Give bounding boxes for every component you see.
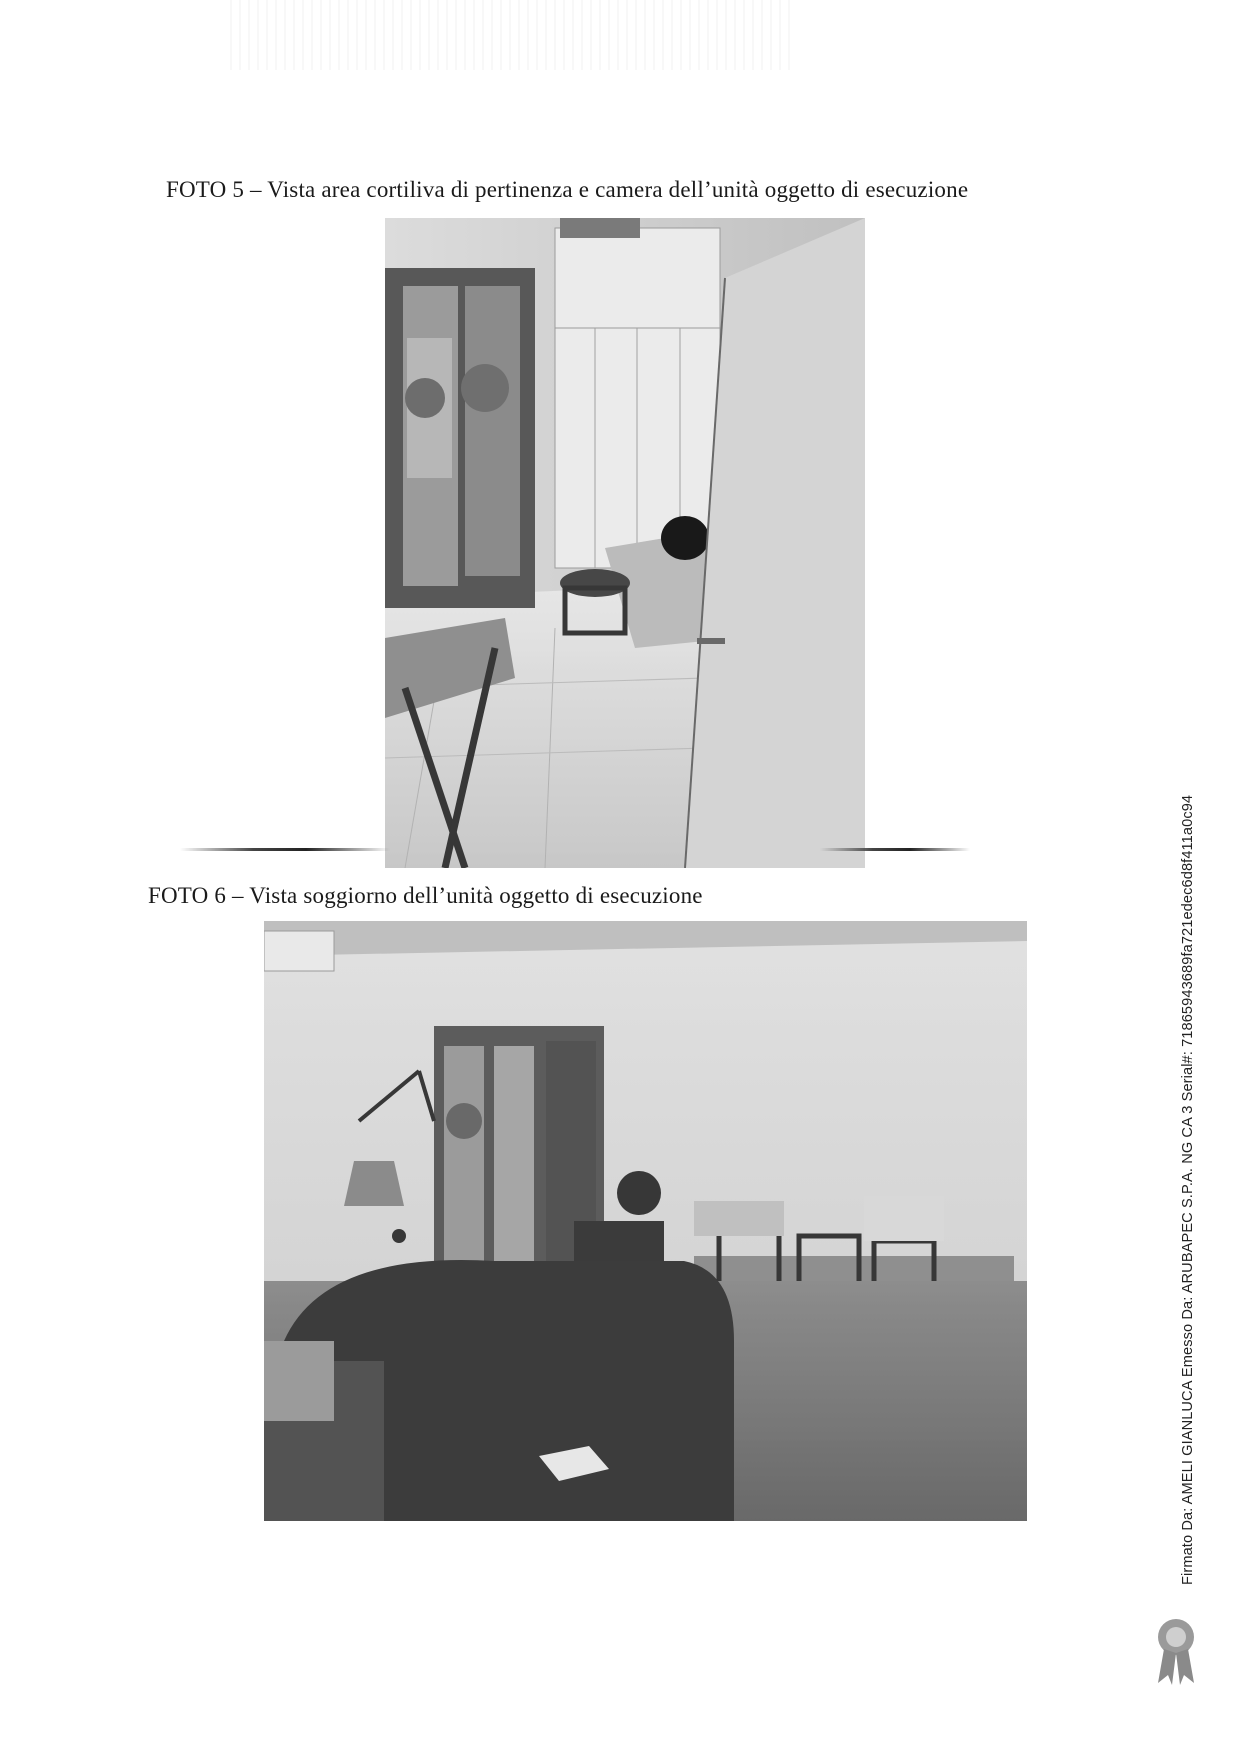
bedroom-photo: [385, 218, 865, 868]
photo-foto-6: [264, 921, 1027, 1521]
rosette-seal-icon: [1150, 1615, 1202, 1687]
caption-foto-6: FOTO 6 – Vista soggiorno dell’unità oggetto di esecuzione: [148, 883, 703, 908]
photo-foto-5: [385, 218, 865, 868]
scan-artifact: [230, 0, 790, 70]
digital-signature-text: Firmato Da: AMELI GIANLUCA Emesso Da: ARUBAPEC S.P.A. NG CA 3 Serial#: 71865943689fa721edec6d8f411a0c94: [1180, 794, 1196, 1585]
caption-foto-5: FOTO 5 – Vista area cortiliva di pertinenza e camera dell’unità oggetto di esecuzione: [166, 177, 969, 202]
scan-line-right: [820, 848, 970, 851]
scan-line-left: [180, 848, 390, 851]
living-room-photo: [264, 921, 1027, 1521]
